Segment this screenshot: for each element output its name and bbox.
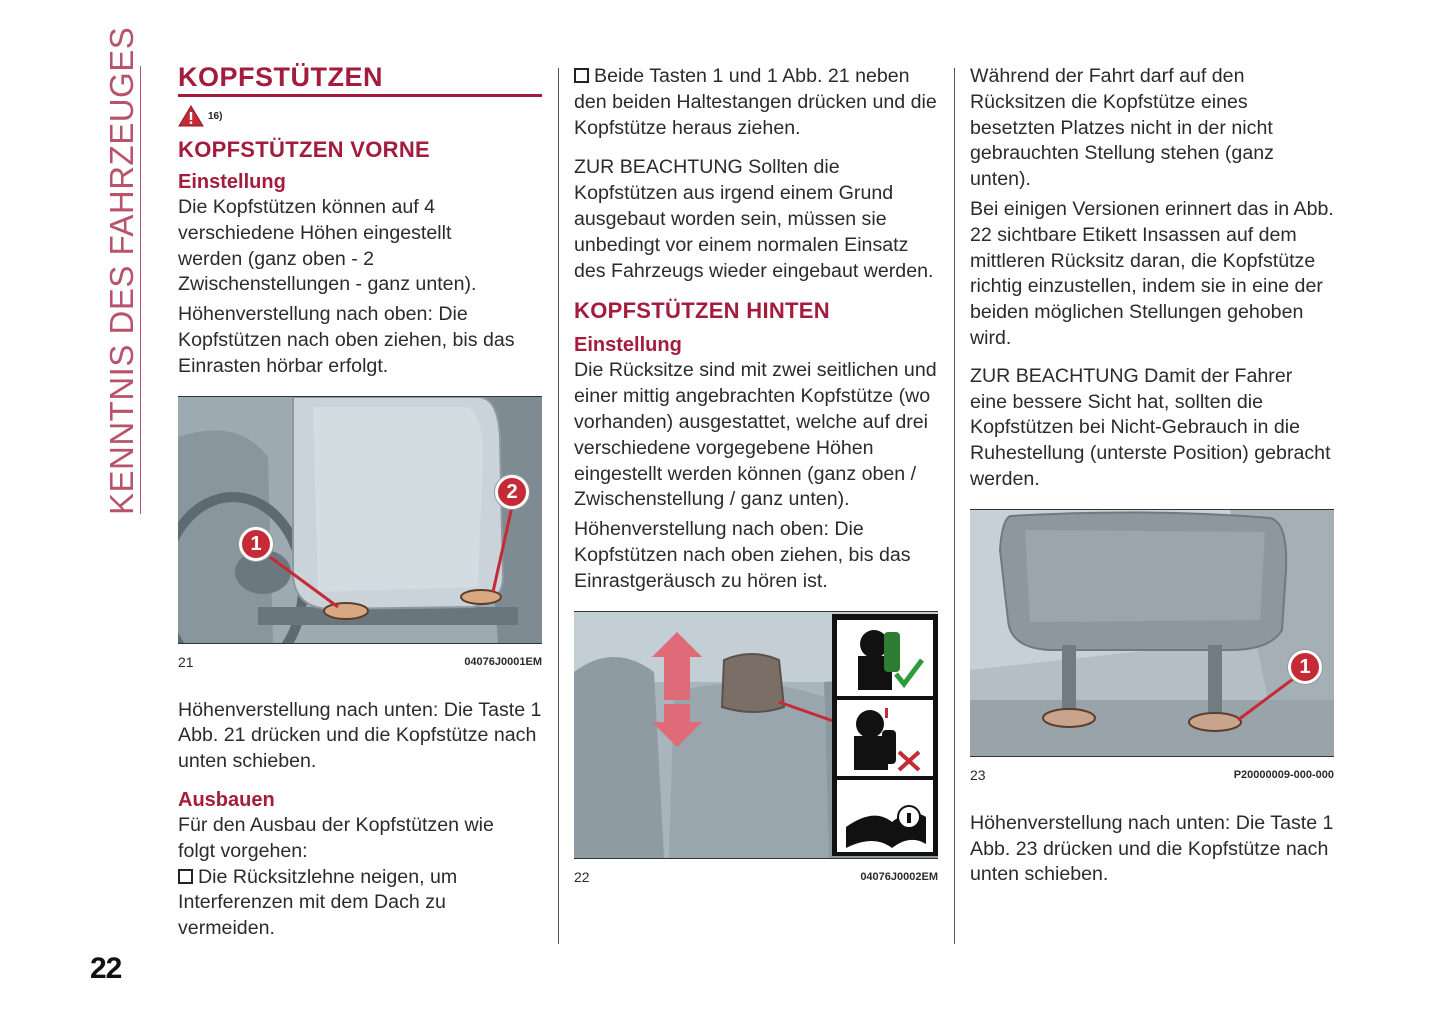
rear-headrest-illustration <box>574 612 938 858</box>
front-headrest-illustration <box>178 397 542 643</box>
callout-1: 1 <box>239 527 273 561</box>
page-number: 22 <box>90 952 122 985</box>
figure-23 <box>970 509 1334 756</box>
paragraph: Die Rücksitze sind mit zwei seitlichen und einer mittig angebrachten Kopfstütze (wo vorhanden) ausgestattet, welche auf drei verschiedene vorgegebene Höhen eingestellt werden können (ganz oben / Zwischenstellung / ganz unten). <box>574 359 937 511</box>
section-side-title: KENNTNIS DES FAHRZEUGES <box>103 26 140 515</box>
paragraph: Für den Ausbau der Kopfstützen wie folgt vorgehen: <box>178 813 494 862</box>
section-title: KOPFSTÜTZEN <box>178 62 542 97</box>
warning-reference <box>178 103 542 129</box>
figure-caption <box>970 756 1334 797</box>
paragraph: Höhenverstellung nach oben: Die Kopfstützen nach oben ziehen, bis das Einrastgeräusch zu hören ist. <box>574 518 911 592</box>
heading-einstellung: Einstellung <box>178 171 286 193</box>
figure-number: 21 <box>178 653 194 670</box>
paragraph: Während der Fahrt darf auf den Rücksitzen die Kopfstütze eines besetzten Platzes nicht in der nicht gebrauchten Stellung stehen (ganz unten). <box>970 65 1274 191</box>
paragraph: Höhenverstellung nach oben: Die Kopfstützen nach oben ziehen, bis das Einrasten hörbar erfolgt. <box>178 303 515 377</box>
bullet-text: Die Rücksitzlehne neigen, um Interferenzen mit dem Dach zu vermeiden. <box>178 865 458 940</box>
bullet-square-icon <box>178 869 193 884</box>
bullet-paragraph <box>574 64 938 141</box>
figure-number: 22 <box>574 868 590 885</box>
warning-ref-number: 16) <box>208 110 223 122</box>
paragraph: ZUR BEACHTUNG Damit der Fahrer eine bessere Sicht hat, sollten die Kopfstützen bei Nicht-Gebrauch in die Ruhestellung (unterste Position) gebracht werden. <box>970 364 1331 490</box>
subsection-title: KOPFSTÜTZEN HINTEN <box>574 298 830 324</box>
paragraph: Die Kopfstützen können auf 4 verschiedene Höhen eingestellt werden (ganz oben - 2 Zwischenstellungen - ganz unten). <box>178 196 477 296</box>
column-2 <box>574 60 938 899</box>
column-1 <box>178 60 542 942</box>
callout-1: 1 <box>1288 650 1322 684</box>
column-3 <box>970 60 1334 888</box>
paragraph: Höhenverstellung nach unten: Die Taste 1 Abb. 23 drücken und die Kopfstütze nach unten schieben. <box>970 811 1334 886</box>
figure-22 <box>574 611 938 858</box>
figure-number: 23 <box>970 766 986 783</box>
rear-headrest-release-illustration <box>970 510 1334 756</box>
bullet-paragraph <box>178 865 542 942</box>
figure-caption <box>178 643 542 684</box>
heading-einstellung: Einstellung <box>574 334 682 357</box>
figure-caption <box>574 858 938 899</box>
figure-code: 04076J0001EM <box>464 655 542 668</box>
subsection-title: KOPFSTÜTZEN VORNE <box>178 137 430 162</box>
side-rule <box>140 66 141 514</box>
bullet-text: Beide Tasten 1 und 1 Abb. 21 neben den beiden Haltestangen drücken und die Kopfstütze heraus ziehen. <box>574 65 937 139</box>
paragraph: Höhenverstellung nach unten: Die Taste 1 Abb. 21 drücken und die Kopfstütze nach unten schieben. <box>178 698 542 773</box>
paragraph: ZUR BEACHTUNG Sollten die Kopfstützen aus irgend einem Grund ausgebaut worden sein, müssen sie unbedingt vor einem normalen Einsatz des Fahrzeugs wieder eingebaut werden. <box>574 156 934 282</box>
bullet-square-icon <box>574 68 589 83</box>
figure-code: P20000009-000-000 <box>1233 768 1334 781</box>
column-divider <box>954 68 955 944</box>
figure-21 <box>178 396 542 643</box>
column-divider <box>558 68 559 944</box>
callout-2: 2 <box>495 475 529 509</box>
heading-ausbauen: Ausbauen <box>178 788 275 811</box>
paragraph: Bei einigen Versionen erinnert das in Abb. 22 sichtbare Etikett Insassen auf dem mittleren Rücksitz daran, die Kopfstütze richtig einzustellen, indem sie in eine der beiden möglichen Stellungen gehoben wird. <box>970 197 1334 349</box>
figure-code: 04076J0002EM <box>860 870 938 883</box>
warning-triangle-icon <box>178 105 204 127</box>
